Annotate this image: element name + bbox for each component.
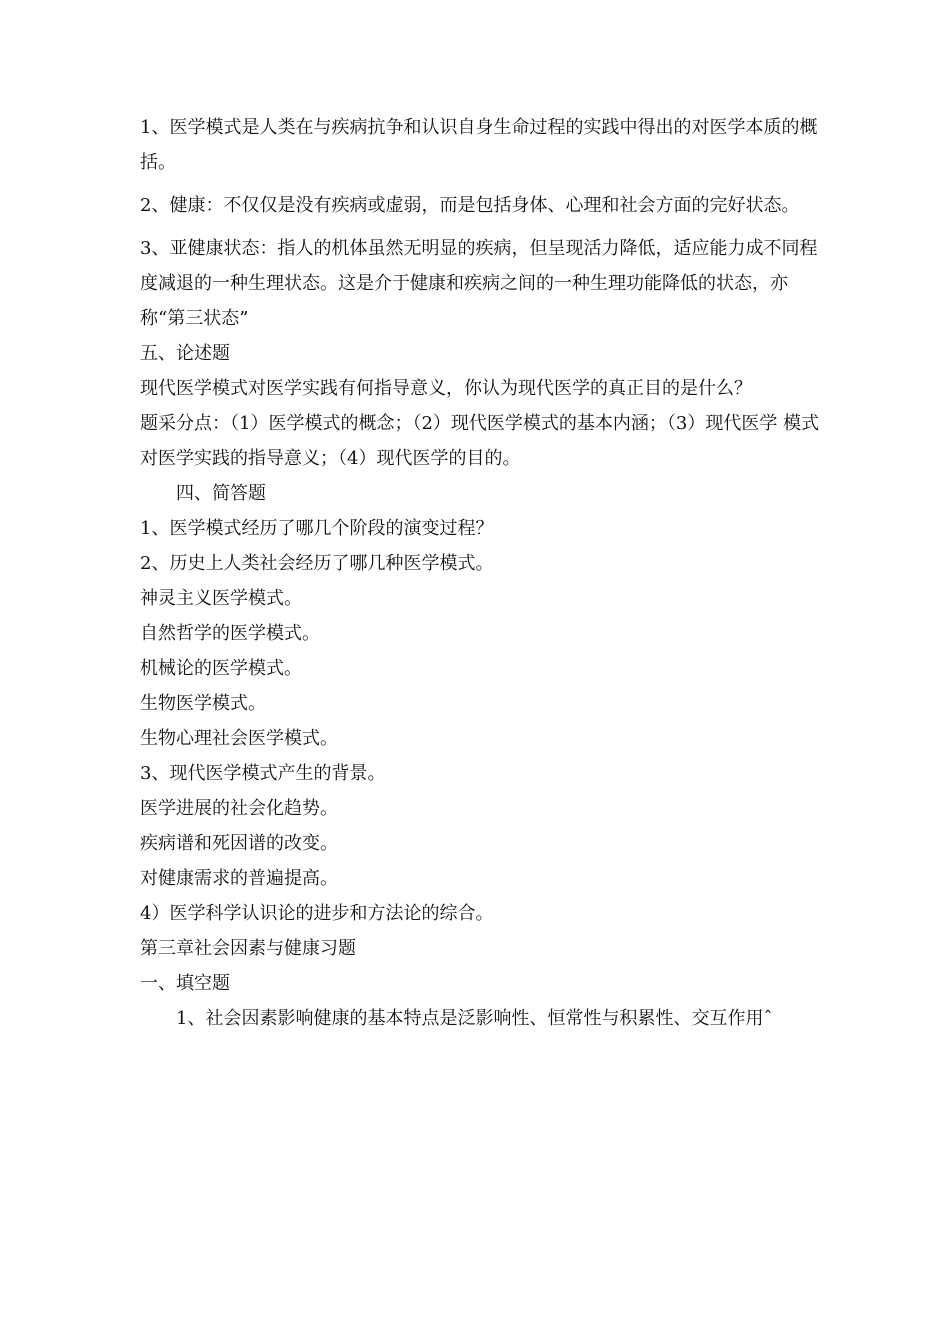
list-item: 生物心理社会医学模式。 <box>140 728 338 749</box>
list-item: 4）医学科学认识论的进步和方法论的综合。 <box>140 903 494 924</box>
list-item: 自然哲学的医学模式。 <box>140 623 320 644</box>
definition-health: 2、健康：不仅仅是没有疾病或虚弱，而是包括身体、心理和社会方面的完好状态。 <box>140 195 800 216</box>
list-item: 疾病谱和死因谱的改变。 <box>140 833 338 854</box>
definition-subhealth: 3、亚健康状态：指人的机体虽然无明显的疾病，但呈现活力降低，适应能力成不同程度减退的一种生理状态。这是介于健康和疾病之间的一种生理功能降低的状态，亦称“第三状态” <box>140 238 818 329</box>
section-heading-short-answer: 四、简答题 <box>176 483 266 504</box>
short-answer-question-1: 1、医学模式经历了哪几个阶段的演变过程？ <box>140 518 494 539</box>
list-item: 生物医学模式。 <box>140 693 266 714</box>
list-item: 医学进展的社会化趋势。 <box>140 798 338 819</box>
list-item: 对健康需求的普遍提高。 <box>140 868 338 889</box>
essay-question: 现代医学模式对医学实践有何指导意义，你认为现代医学的真正目的是什么？ <box>140 378 752 399</box>
list-item: 神灵主义医学模式。 <box>140 588 302 609</box>
section-heading-essay: 五、论述题 <box>140 343 230 364</box>
short-answer-question-3: 3、现代医学模式产生的背景。 <box>140 763 386 784</box>
short-answer-question-2: 2、历史上人类社会经历了哪几种医学模式。 <box>140 553 494 574</box>
section-heading-fill-in: 一、填空题 <box>140 973 230 994</box>
list-item: 机械论的医学模式。 <box>140 658 302 679</box>
fill-in-question-1: 1、社会因素影响健康的基本特点是泛影响性、恒常性与积累性、交互作用ˆ <box>176 1008 773 1029</box>
document-page <box>140 110 820 1036</box>
essay-scoring-points: 题采分点：（1）医学模式的概念；（2）现代医学模式的基本内涵；（3）现代医学 模式对医学实践的指导意义；（4）现代医学的目的。 <box>140 413 820 469</box>
chapter-title: 第三章社会因素与健康习题 <box>140 938 356 959</box>
definition-medical-model: 1、医学模式是人类在与疾病抗争和认识自身生命过程的实践中得出的对医学本质的概括。 <box>140 117 818 173</box>
